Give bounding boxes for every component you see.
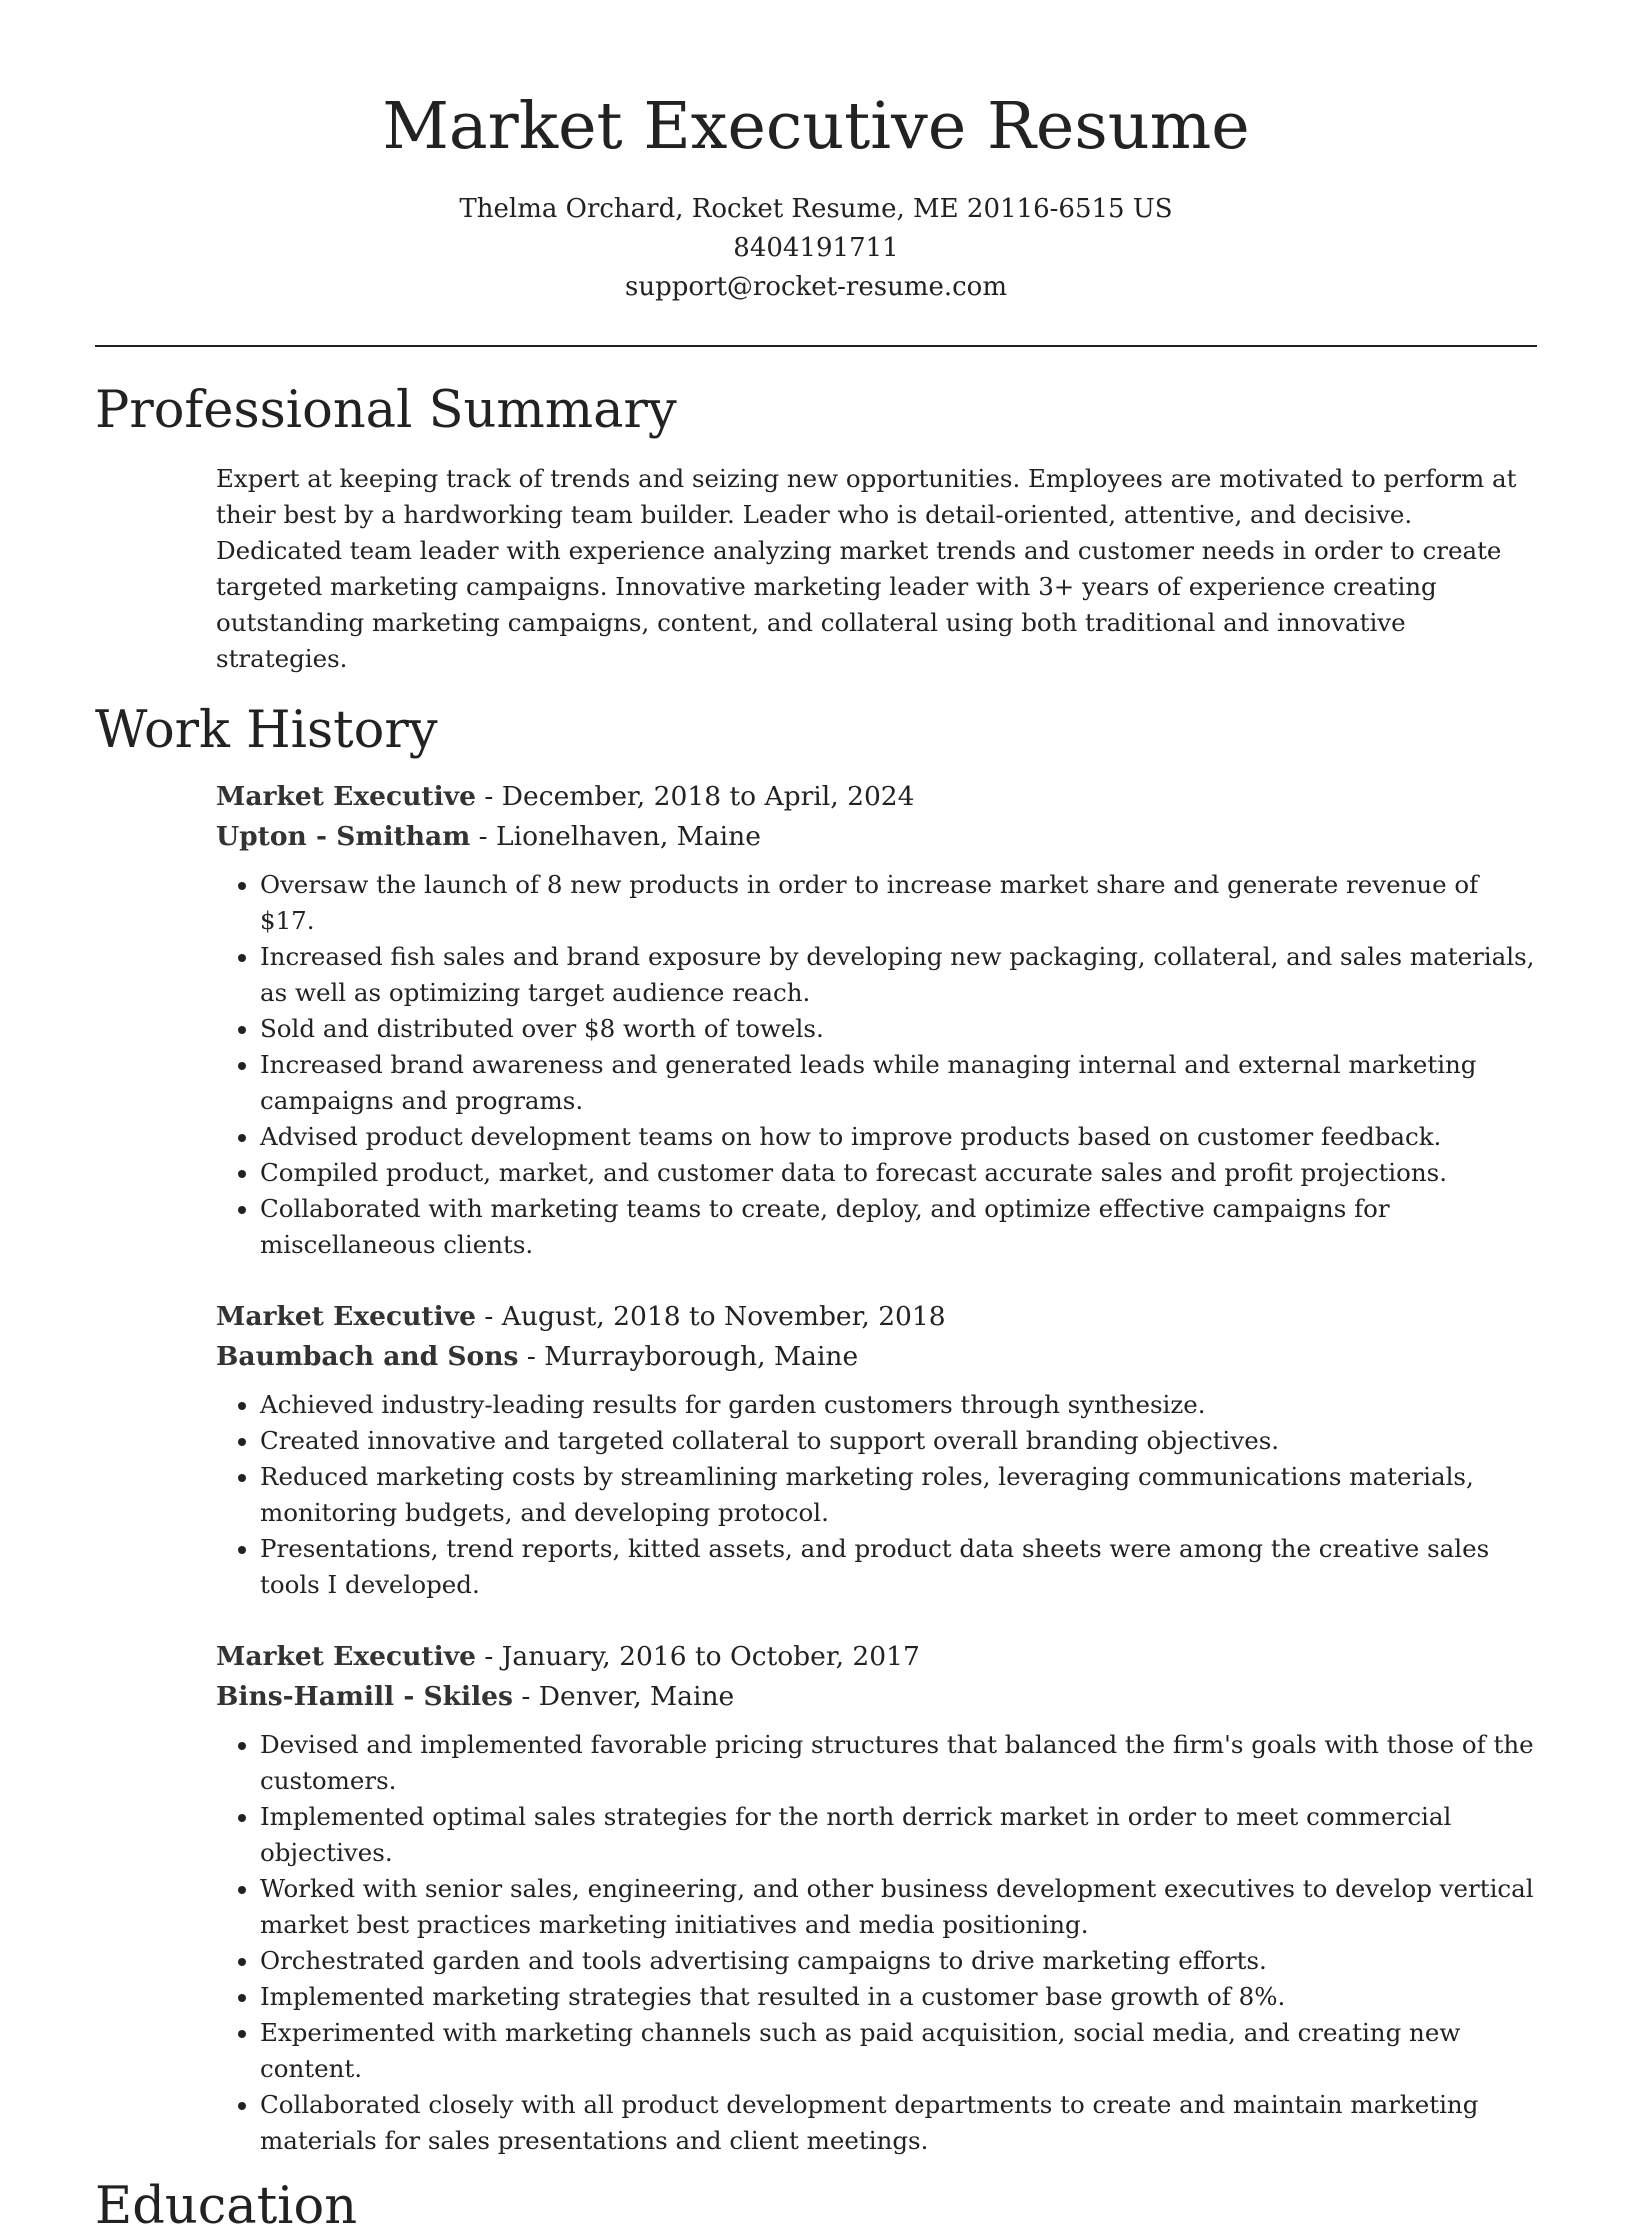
section-title-education: Education <box>95 2177 358 2236</box>
summary-text: Expert at keeping track of trends and seizing new opportunities. Employees are motivated to perform at their best by a hardworking team builder. Leader who is detail-oriented, attentive, and decisive. Dedicated team leader with experience analyzing market trends and customer needs in order to create targeted marketing campaigns. Innovative marketing leader with 3+ years of experience creating outstanding marketing campaigns, content, and collateral using both traditional and innovative strategies. <box>216 464 1517 673</box>
job-title: Market Executive <box>216 781 476 812</box>
job-dates: August, 2018 to November, 2018 <box>501 1301 946 1332</box>
bullet-item: • Reduced marketing costs by streamlining marketing roles, leveraging communications materials, monitoring budgets, and developing protocol. <box>260 1459 1537 1531</box>
job-employer: Baumbach and Sons - Murrayborough, Maine <box>216 1341 859 1372</box>
bullet-item: • Experimented with marketing channels such as paid acquisition, social media, and creating new content. <box>260 2015 1537 2087</box>
work-history-section <box>95 777 1537 2159</box>
bullet-item: • Increased fish sales and brand exposure by developing new packaging, collateral, and sales materials, as well as optimizing target audience reach. <box>260 939 1537 1011</box>
job-dates: January, 2016 to October, 2017 <box>501 1641 920 1672</box>
bullet-item: • Advised product development teams on how to improve products based on customer feedback. <box>260 1119 1537 1155</box>
section-title-work-history: Work History <box>95 701 438 760</box>
contact-email: support@rocket-resume.com <box>624 272 1007 302</box>
job-heading: Market Executive - December, 2018 to April, 2024 <box>216 781 915 812</box>
job-location: Lionelhaven, Maine <box>496 821 761 852</box>
job-bullets <box>216 1727 1537 2159</box>
job-entry <box>216 777 1537 1263</box>
resume-title: Market Executive Resume <box>382 89 1250 164</box>
job-entry <box>216 1637 1537 2159</box>
bullet-item: • Increased brand awareness and generated leads while managing internal and external marketing campaigns and programs. <box>260 1047 1537 1119</box>
job-heading: Market Executive - August, 2018 to November, 2018 <box>216 1301 946 1332</box>
contact-address: Thelma Orchard, Rocket Resume, ME 20116-6515 US <box>459 194 1173 224</box>
contact-phone: 8404191711 <box>733 233 899 263</box>
job-bullets <box>216 1387 1537 1603</box>
job-dates: December, 2018 to April, 2024 <box>501 781 915 812</box>
bullet-item: • Achieved industry-leading results for garden customers through synthesize. <box>260 1387 1537 1423</box>
bullet-item: • Oversaw the launch of 8 new products in order to increase market share and generate revenue of $17. <box>260 867 1537 939</box>
bullet-item: • Sold and distributed over $8 worth of towels. <box>260 1011 1537 1047</box>
job-company: Bins-Hamill - Skiles <box>216 1681 513 1712</box>
bullet-item: • Orchestrated garden and tools advertising campaigns to drive marketing efforts. <box>260 1943 1537 1979</box>
job-heading: Market Executive - January, 2016 to October, 2017 <box>216 1641 920 1672</box>
bullet-item: • Worked with senior sales, engineering, and other business development executives to develop vertical market best practices marketing initiatives and media positioning. <box>260 1871 1537 1943</box>
job-company: Baumbach and Sons <box>216 1341 519 1372</box>
resume-header <box>95 0 1537 307</box>
job-employer: Upton - Smitham - Lionelhaven, Maine <box>216 821 761 852</box>
job-bullets <box>216 867 1537 1263</box>
bullet-item: • Collaborated with marketing teams to create, deploy, and optimize effective campaigns for miscellaneous clients. <box>260 1191 1537 1263</box>
bullet-item: • Created innovative and targeted collateral to support overall branding objectives. <box>260 1423 1537 1459</box>
summary-section <box>95 461 1537 677</box>
job-title: Market Executive <box>216 1301 476 1332</box>
job-location: Denver, Maine <box>538 1681 735 1712</box>
bullet-item: • Implemented marketing strategies that resulted in a customer base growth of 8%. <box>260 1979 1537 2015</box>
bullet-item: • Compiled product, market, and customer data to forecast accurate sales and profit projections. <box>260 1155 1537 1191</box>
job-location: Murrayborough, Maine <box>544 1341 859 1372</box>
header-divider <box>95 345 1537 347</box>
job-company: Upton - Smitham <box>216 821 471 852</box>
bullet-item: • Implemented optimal sales strategies for the north derrick market in order to meet commercial objectives. <box>260 1799 1537 1871</box>
section-title-summary: Professional Summary <box>95 381 677 440</box>
job-entry <box>216 1297 1537 1603</box>
bullet-item: • Presentations, trend reports, kitted assets, and product data sheets were among the creative sales tools I developed. <box>260 1531 1537 1603</box>
job-employer: Bins-Hamill - Skiles - Denver, Maine <box>216 1681 735 1712</box>
contact-block <box>95 190 1537 307</box>
bullet-item: • Collaborated closely with all product development departments to create and maintain marketing materials for sales presentations and client meetings. <box>260 2087 1537 2159</box>
bullet-item: • Devised and implemented favorable pricing structures that balanced the firm's goals with those of the customers. <box>260 1727 1537 1799</box>
job-title: Market Executive <box>216 1641 476 1672</box>
